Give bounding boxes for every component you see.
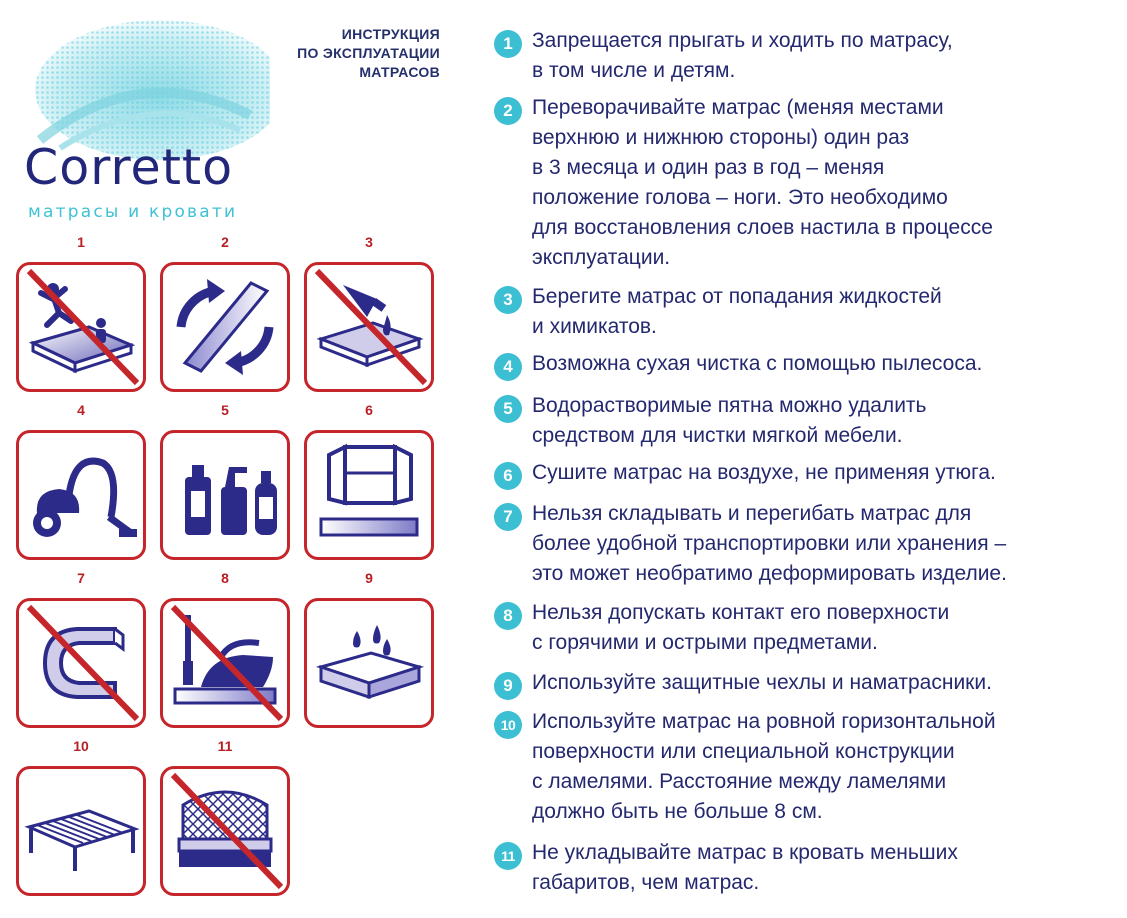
pictogram-number: 1 — [77, 234, 85, 250]
rule-text: Переворачивайте матрас (меняя местами верхнюю и нижнюю стороны) один раз в 3 месяца и один раз в год – меняя положение голова – ноги. Это необходимо для восстановления слоев настила в процессе эксплуатации. — [532, 96, 993, 269]
protective-cover-icon — [307, 601, 431, 725]
knife-iron-icon — [163, 601, 287, 725]
pictogram-5 — [160, 402, 290, 560]
instruction-title-line-3: МАТРАСОВ — [359, 64, 440, 80]
rule-number-badge: 5 — [494, 395, 522, 423]
pictogram-11 — [160, 738, 290, 896]
pictogram-frame — [304, 598, 434, 728]
rule-text: Используйте матрас на ровной горизонтальной поверхности или специальной конструкции с ламелями. Расстояние между ламелями должно быть не больше 8 см. — [532, 710, 996, 823]
rule-text: Нельзя допускать контакт его поверхности с горячими и острыми предметами. — [532, 601, 950, 654]
rule-text: Не укладывайте матрас в кровать меньших габаритов, чем матрас. — [532, 841, 958, 894]
pictogram-2 — [160, 234, 290, 392]
brand-name: Corretto — [24, 139, 234, 196]
pictogram-number: 10 — [73, 738, 89, 754]
rule-number-badge: 1 — [494, 30, 522, 58]
rule-number-badge: 2 — [494, 97, 522, 125]
pictogram-1 — [16, 234, 146, 392]
flip-mattress-icon — [163, 265, 287, 389]
rule-text: Возможна сухая чистка с помощью пылесоса. — [532, 352, 983, 375]
pictogram-number: 7 — [77, 570, 85, 586]
instruction-title-line-2: ПО ЭКСПЛУАТАЦИИ — [297, 45, 440, 61]
instruction-title — [220, 25, 440, 82]
jumping-children-icon — [19, 265, 143, 389]
pictogram-number: 5 — [221, 402, 229, 418]
rule-number-badge: 7 — [494, 503, 522, 531]
pictogram-6 — [304, 402, 434, 560]
logo-block — [20, 20, 440, 230]
pictogram-frame — [160, 598, 290, 728]
pictogram-7 — [16, 570, 146, 728]
rule-text: Водорастворимые пятна можно удалить средством для чистки мягкой мебели. — [532, 394, 927, 447]
liquid-spill-icon — [307, 265, 431, 389]
brand-tagline: матрасы и кровати — [28, 202, 238, 222]
pictogram-frame — [160, 262, 290, 392]
rule-text: Нельзя складывать и перегибать матрас для более удобной транспортировки или хранения – это может необратимо деформировать изделие. — [532, 502, 1007, 585]
rule-number-badge: 11 — [494, 842, 522, 870]
rule-number-badge: 6 — [494, 462, 522, 490]
pictogram-frame — [16, 430, 146, 560]
instruction-title-line-1: ИНСТРУКЦИЯ — [341, 26, 440, 42]
slatted-base-icon — [19, 769, 143, 893]
pictogram-frame — [16, 766, 146, 896]
rule-number-badge: 3 — [494, 286, 522, 314]
rule-number-badge: 4 — [494, 353, 522, 381]
pictogram-frame — [16, 598, 146, 728]
pictogram-number: 2 — [221, 234, 229, 250]
pictogram-10 — [16, 738, 146, 896]
rule-number-badge: 9 — [494, 672, 522, 700]
pictogram-number: 11 — [217, 738, 233, 754]
pictogram-number: 6 — [365, 402, 373, 418]
rule-text: Берегите матрас от попадания жидкостей и химикатов. — [532, 285, 942, 338]
pictogram-4 — [16, 402, 146, 560]
vacuum-cleaner-icon — [19, 433, 143, 557]
rule-text: Запрещается прыгать и ходить по матрасу, в том числе и детям. — [532, 29, 953, 82]
pictogram-frame — [160, 766, 290, 896]
pictogram-frame — [160, 430, 290, 560]
rule-text: Сушите матрас на воздухе, не применяя утюга. — [532, 461, 996, 484]
small-bed-icon — [163, 769, 287, 893]
rule-number-badge: 8 — [494, 602, 522, 630]
pictogram-number: 3 — [365, 234, 373, 250]
rule-number-badge: 10 — [494, 711, 522, 739]
cleaning-bottles-icon — [163, 433, 287, 557]
pictogram-frame — [304, 430, 434, 560]
pictogram-frame — [16, 262, 146, 392]
pictogram-3 — [304, 234, 434, 392]
pictogram-8 — [160, 570, 290, 728]
pictogram-frame — [304, 262, 434, 392]
pictogram-number: 4 — [77, 402, 85, 418]
pictogram-9 — [304, 570, 434, 728]
folded-mattress-icon — [19, 601, 143, 725]
pictogram-number: 9 — [365, 570, 373, 586]
pictogram-number: 8 — [221, 570, 229, 586]
rule-text: Используйте защитные чехлы и наматрасники. — [532, 671, 992, 694]
open-window-icon — [307, 433, 431, 557]
